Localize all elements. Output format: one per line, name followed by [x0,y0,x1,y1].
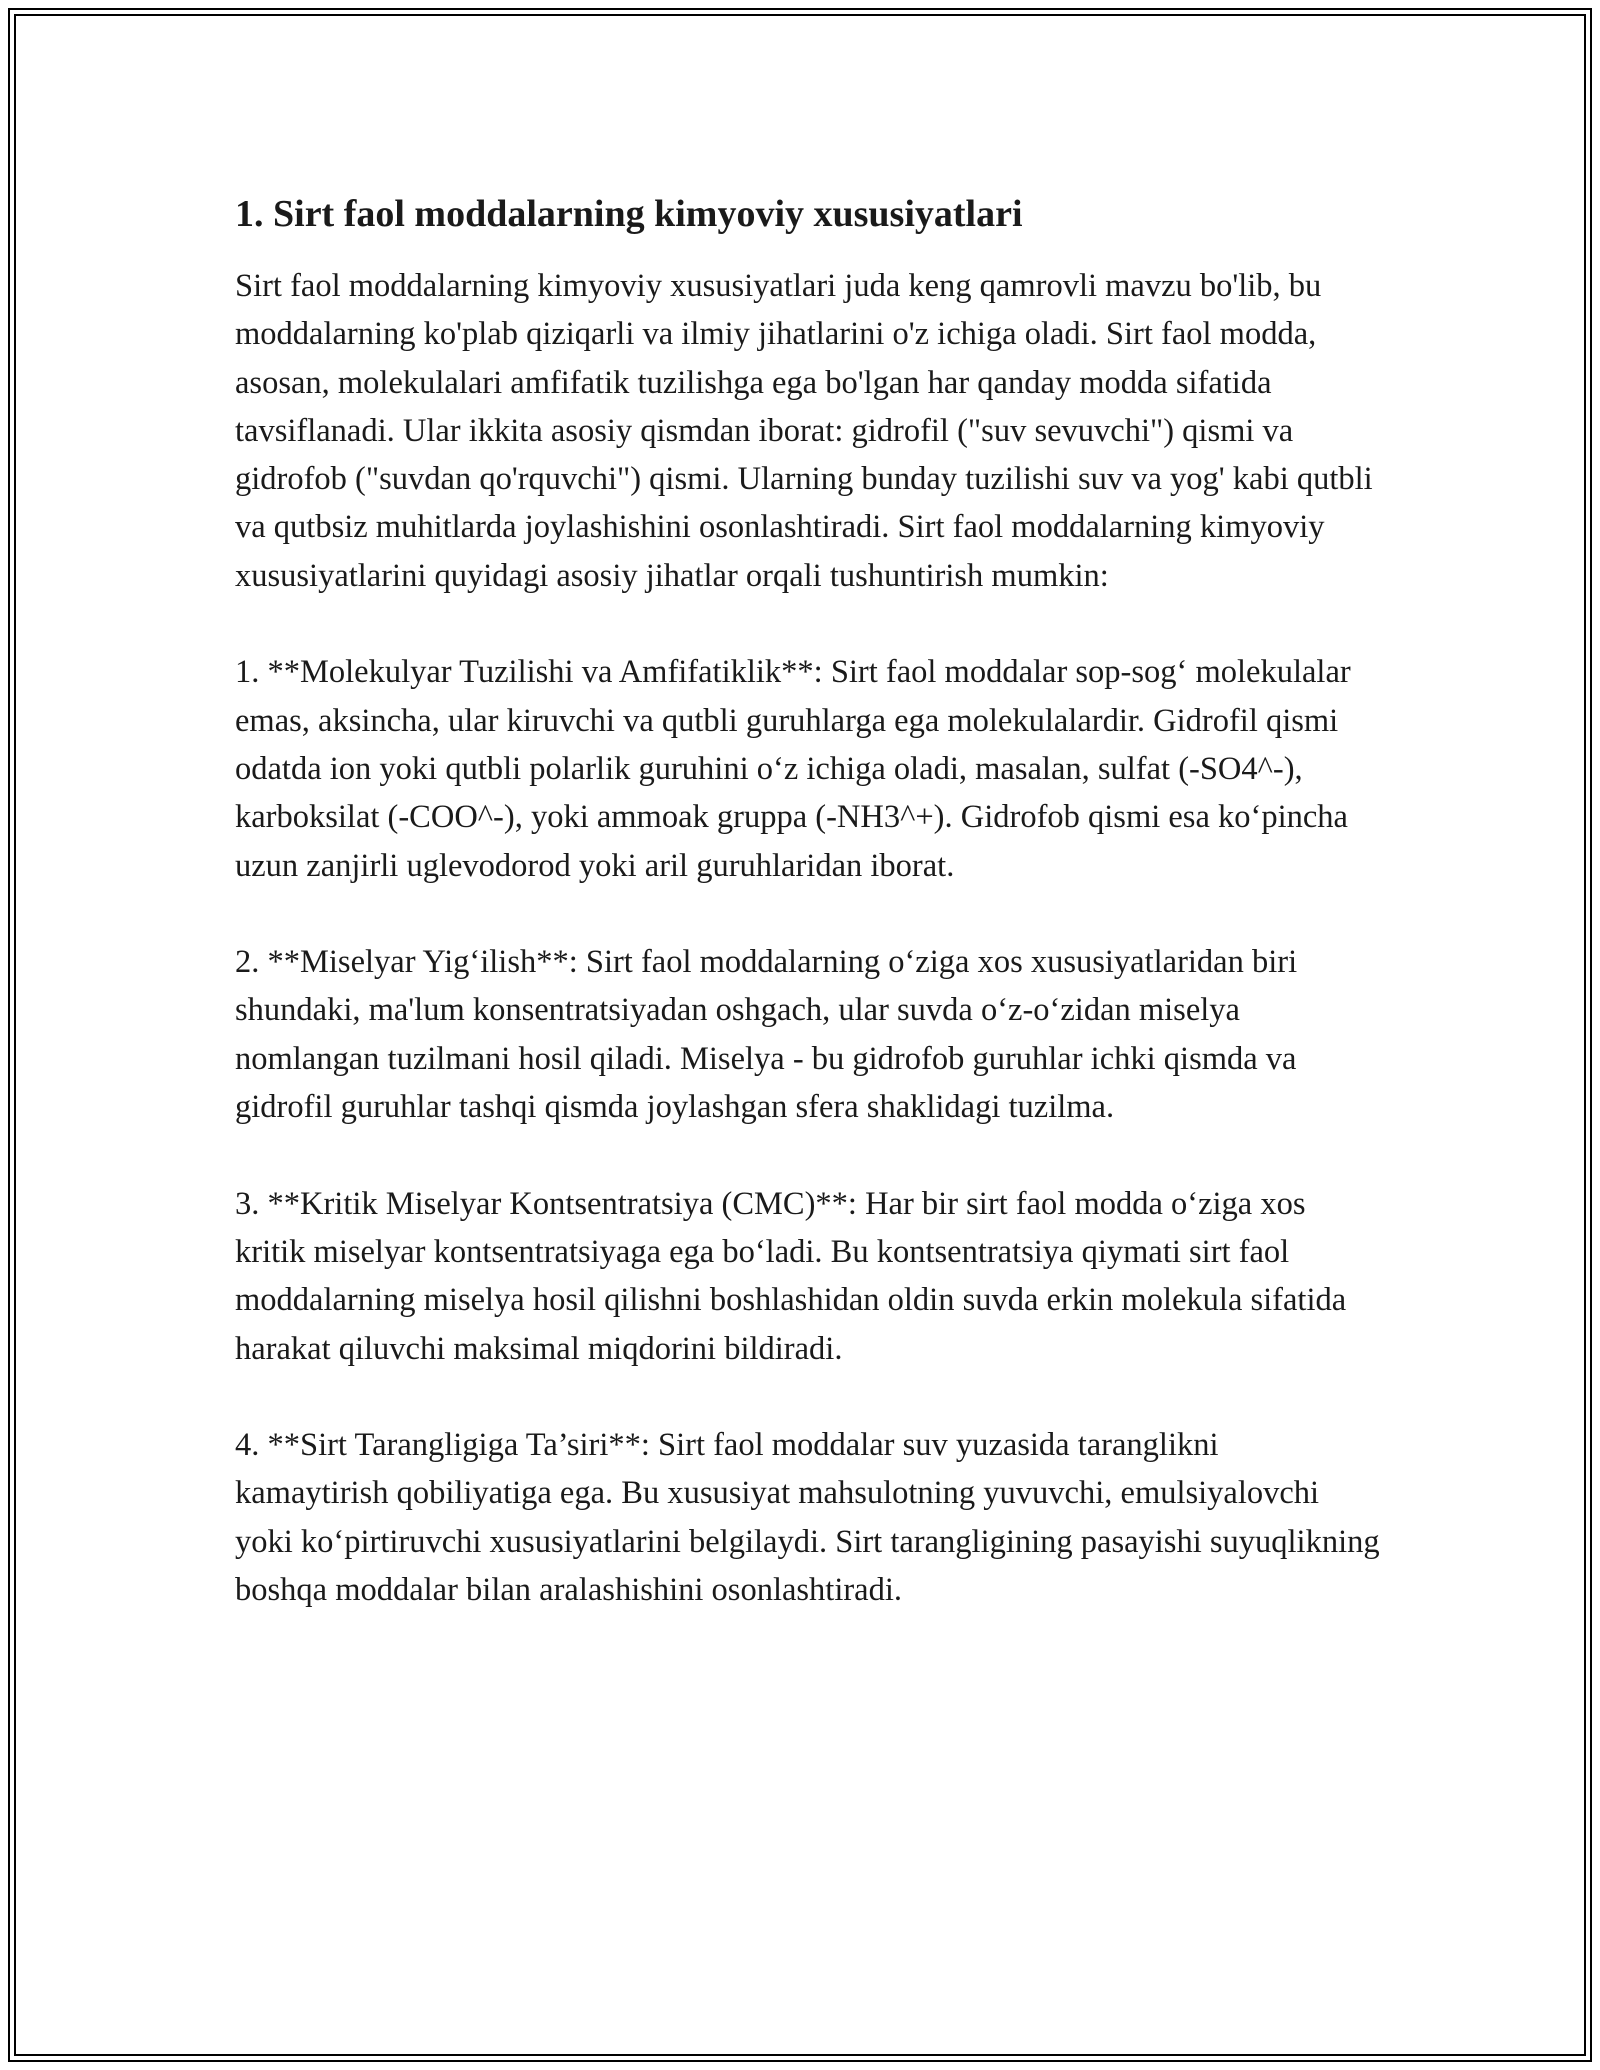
section-heading: 1. Sirt faol moddalarning kimyoviy xususiyatlari [235,193,1023,235]
document-body [235,186,1380,1614]
item-critical-micelle-concentration: 3. **Kritik Miselyar Kontsentratsiya (CMC)**: Har bir sirt faol modda o‘ziga xos kritik miselyar kontsentratsiyaga ega bo‘ladi. Bu kontsentratsiya qiymati sirt faol moddalarning miselya hosil qilishni boshlashidan oldin suvda erkin molekula sifatida harakat qiluvchi maksimal miqdorini bildiradi. [235,1185,1347,1367]
item-molecular-structure: 1. **Molekulyar Tuzilishi va Amfifatiklik**: Sirt faol moddalar sop-sog‘ molekulalar emas, aksincha, ular kiruvchi va qutbli guruhlarga ega molekulalardir. Gidrofil qismi odatda ion yoki qutbli polarlik guruhini o‘z ichiga oladi, masalan, sulfat (-SO4^-), karboksilat (-COO^-), yoki ammoak gruppa (-NH3^+). Gidrofob qismi esa ko‘pincha uzun zanjirli uglevodorod yoki aril guruhlaridan iborat. [235,654,1351,884]
item-surface-tension-effect: 4. **Sirt Tarangligiga Ta’siri**: Sirt faol moddalar suv yuzasida taranglikni kamaytirish qobiliyatiga ega. Bu xususiyat mahsulotning yuvuvchi, emulsiyalovchi yoki ko‘pirtiruvchi xususiyatlarini belgilaydi. Sirt tarangligining pasayishi suyuqlikning boshqa moddalar bilan aralashishini osonlashtiradi. [235,1427,1380,1609]
intro-paragraph: Sirt faol moddalarning kimyoviy xususiyatlari juda keng qamrovli mavzu bo'lib, bu moddalarning ko'plab qiziqarli va ilmiy jihatlarini o'z ichiga oladi. Sirt faol modda, asosan, molekulalari amfifatik tuzilishga ega bo'lgan har qanday modda sifatida tavsiflanadi. Ular ikkita asosiy qismdan iborat: gidrofil ("suv sevuvchi") qismi va gidrofob ("suvdan qo'rquvchi") qismi. Ularning bunday tuzilishi suv va yog' kabi qutbli va qutbsiz muhitlarda joylashishini osonlashtiradi. Sirt faol moddalarning kimyoviy xususiyatlarini quyidagi asosiy jihatlar orqali tushuntirish mumkin: [235,268,1373,594]
item-micellar-assembly: 2. **Miselyar Yig‘ilish**: Sirt faol moddalarning o‘ziga xos xususiyatlaridan biri shundaki, ma'lum konsentratsiyadan oshgach, ular suvda o‘z-o‘zidan miselya nomlangan tuzilmani hosil qiladi. Miselya - bu gidrofob guruhlar ichki qismda va gidrofil guruhlar tashqi qismda joylashgan sfera shaklidagi tuzilma. [235,944,1298,1126]
